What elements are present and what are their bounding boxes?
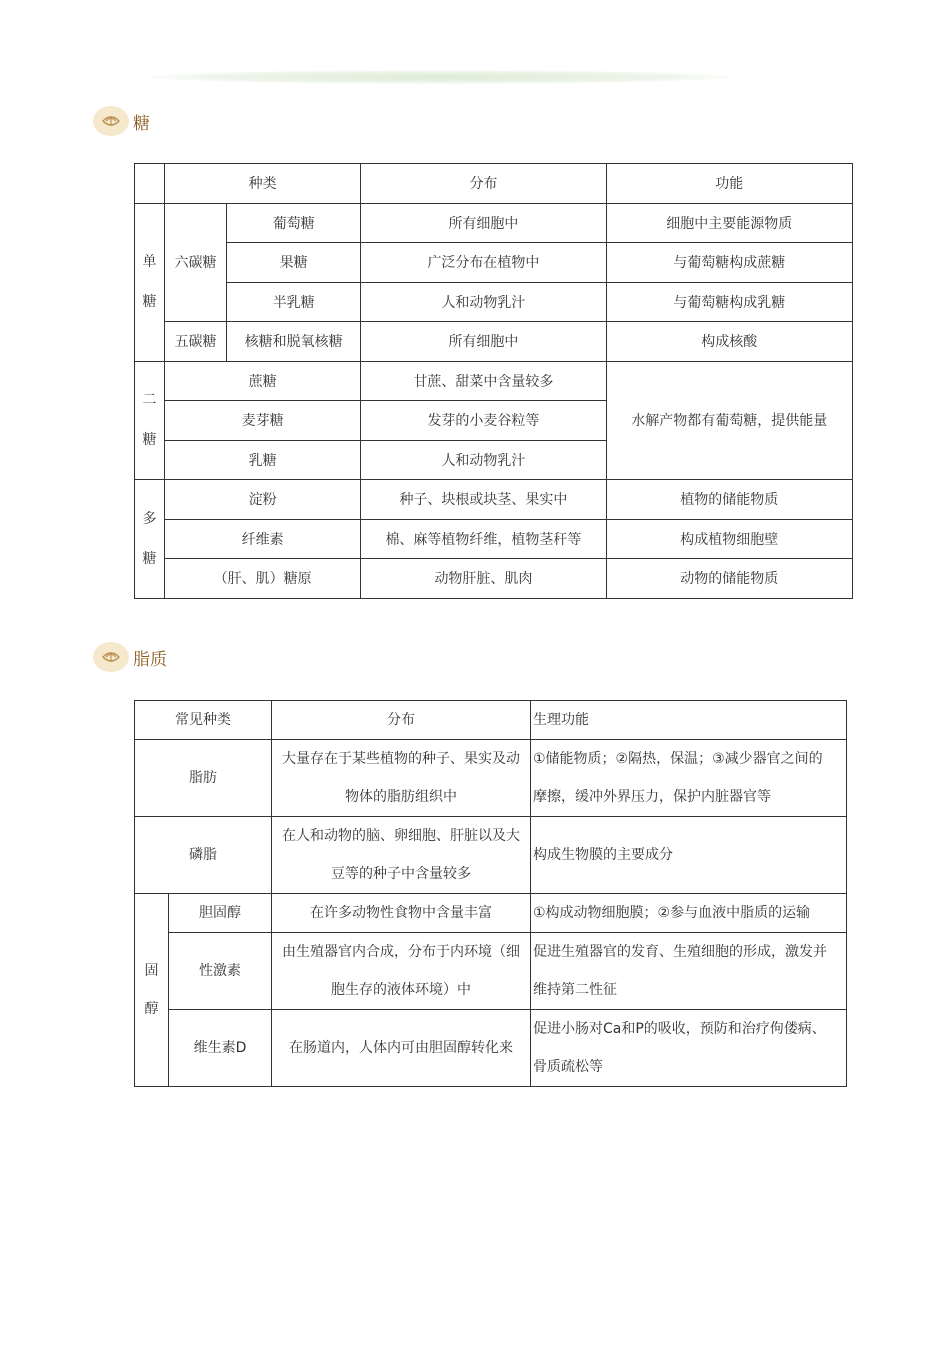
sugar-distribution: 所有细胞中 <box>361 203 606 243</box>
lipid-name: 磷脂 <box>135 817 272 894</box>
category-label-poly: 多 糖 <box>135 480 165 599</box>
header-cell: 生理功能 <box>531 701 847 740</box>
lipid-name: 脂肪 <box>135 740 272 817</box>
section-title: 脂质 <box>133 649 167 670</box>
sugar-distribution: 人和动物乳汁 <box>361 440 606 480</box>
category-label-di: 二 糖 <box>135 361 165 480</box>
sugar-function: 与葡萄糖构成乳糖 <box>606 282 852 322</box>
sugar-distribution: 动物肝脏、肌肉 <box>361 559 606 599</box>
sugar-name: （肝、肌）糖原 <box>165 559 361 599</box>
table-row <box>135 322 853 362</box>
sugar-function: 细胞中主要能源物质 <box>606 203 852 243</box>
lipid-function: 促进生殖器官的发育、生殖细胞的形成，激发并 维持第二性征 <box>531 933 847 1010</box>
table-row <box>135 1010 847 1087</box>
decorative-top-rule <box>150 70 730 84</box>
leaf-icon <box>93 106 129 136</box>
subcategory-hexose: 六碳糖 <box>165 203 227 322</box>
sugar-distribution: 甘蔗、甜菜中含量较多 <box>361 361 606 401</box>
section-header-sugar <box>93 105 150 137</box>
lipid-name: 性激素 <box>169 933 272 1010</box>
sugar-function: 构成核酸 <box>606 322 852 362</box>
sugar-function: 构成植物细胞壁 <box>606 519 852 559</box>
sugar-distribution: 种子、块根或块茎、果实中 <box>361 480 606 520</box>
table-row <box>135 480 853 520</box>
sugar-name: 乳糖 <box>165 440 361 480</box>
sugar-distribution: 广泛分布在植物中 <box>361 243 606 283</box>
header-cell: 常见种类 <box>135 701 272 740</box>
table-row <box>135 817 847 894</box>
sugar-distribution: 人和动物乳汁 <box>361 282 606 322</box>
table-row <box>135 740 847 817</box>
header-cell: 种类 <box>165 164 361 204</box>
sugar-name: 葡萄糖 <box>227 203 361 243</box>
sugar-distribution: 所有细胞中 <box>361 322 606 362</box>
lipid-distribution: 在许多动物性食物中含量丰富 <box>272 894 531 933</box>
sugar-name: 蔗糖 <box>165 361 361 401</box>
lipid-function: 促进小肠对Ca和P的吸收，预防和治疗佝偻病、 骨质疏松等 <box>531 1010 847 1087</box>
lipid-table <box>134 700 847 1087</box>
subcategory-pentose: 五碳糖 <box>165 322 227 362</box>
lipid-function: ①构成动物细胞膜；②参与血液中脂质的运输 <box>531 894 847 933</box>
header-cell: 功能 <box>606 164 852 204</box>
category-label-mono: 单 糖 <box>135 203 165 361</box>
lipid-distribution: 在人和动物的脑、卵细胞、肝脏以及大 豆等的种子中含量较多 <box>272 817 531 894</box>
table-row <box>135 933 847 1010</box>
sugar-table <box>134 163 853 599</box>
lipid-name: 维生素D <box>169 1010 272 1087</box>
sugar-name: 淀粉 <box>165 480 361 520</box>
section-header-lipid <box>93 641 167 673</box>
table-row <box>135 559 853 599</box>
sugar-function: 与葡萄糖构成蔗糖 <box>606 243 852 283</box>
lipid-function: 构成生物膜的主要成分 <box>531 817 847 894</box>
table-row <box>135 243 853 283</box>
empty-header-cell <box>135 164 165 204</box>
sugar-function: 水解产物都有葡萄糖，提供能量 <box>606 361 852 480</box>
lipid-function: ①储能物质；②隔热，保温；③减少器官之间的 摩擦，缓冲外界压力，保护内脏器官等 <box>531 740 847 817</box>
sugar-function: 动物的储能物质 <box>606 559 852 599</box>
sugar-name: 核糖和脱氧核糖 <box>227 322 361 362</box>
lipid-distribution: 在肠道内，人体内可由胆固醇转化来 <box>272 1010 531 1087</box>
sugar-name: 麦芽糖 <box>165 401 361 441</box>
sugar-distribution: 发芽的小麦谷粒等 <box>361 401 606 441</box>
header-cell: 分布 <box>272 701 531 740</box>
table-row <box>135 894 847 933</box>
lipid-distribution: 大量存在于某些植物的种子、果实及动 物体的脂肪组织中 <box>272 740 531 817</box>
table-header-row <box>135 701 847 740</box>
sugar-name: 半乳糖 <box>227 282 361 322</box>
table-row <box>135 203 853 243</box>
sugar-function: 植物的储能物质 <box>606 480 852 520</box>
table-row <box>135 361 853 401</box>
lipid-distribution: 由生殖器官内合成，分布于内环境（细 胞生存的液体环境）中 <box>272 933 531 1010</box>
table-row <box>135 282 853 322</box>
leaf-icon <box>93 642 129 672</box>
sugar-distribution: 棉、麻等植物纤维，植物茎秆等 <box>361 519 606 559</box>
header-cell: 分布 <box>361 164 606 204</box>
table-row <box>135 519 853 559</box>
sugar-name: 纤维素 <box>165 519 361 559</box>
category-label-sterol: 固 醇 <box>135 894 169 1087</box>
section-title: 糖 <box>133 113 150 134</box>
lipid-name: 胆固醇 <box>169 894 272 933</box>
sugar-name: 果糖 <box>227 243 361 283</box>
table-header-row <box>135 164 853 204</box>
